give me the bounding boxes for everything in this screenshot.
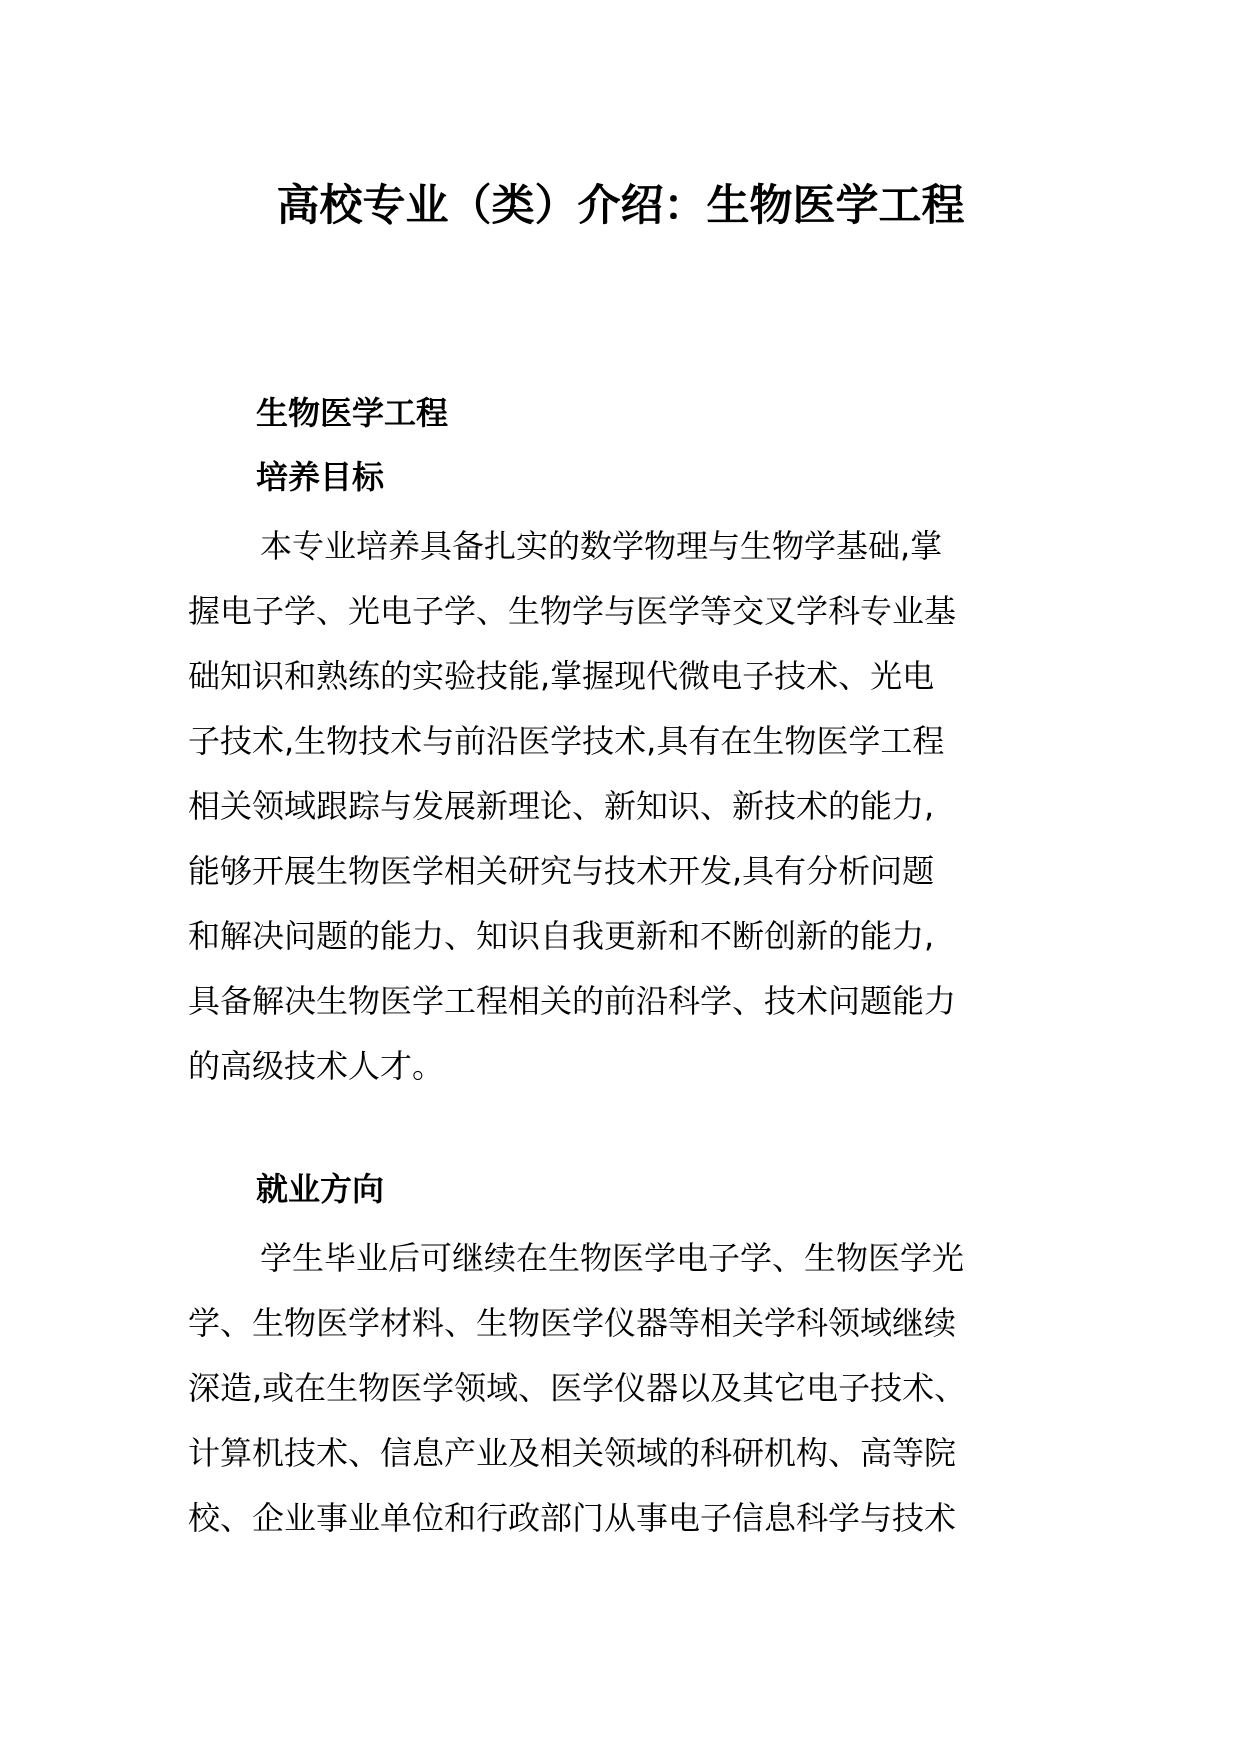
training-goals-paragraph [188,514,1088,1099]
major-name-heading: 生物医学工程 [256,394,449,432]
paragraph-line: 相关领域跟踪与发展新理论、新知识、新技术的能力, [188,787,935,825]
paragraph-line: 校、企业事业单位和行政部门从事电子信息科学与技术 [188,1499,957,1537]
paragraph-line: 和解决问题的能力、知识自我更新和不断创新的能力, [188,917,935,955]
paragraph-line: 的高级技术人才。 [188,1047,445,1085]
paragraph-line: 础知识和熟练的实验技能,掌握现代微电子技术、光电 [188,657,935,695]
paragraph-line: 具备解决生物医学工程相关的前沿科学、技术问题能力 [188,982,957,1020]
document-title: 高校专业（类）介绍：生物医学工程 [276,181,965,231]
paragraph-line: 学、生物医学材料、生物医学仪器等相关学科领域继续 [188,1304,957,1342]
section-heading-career-directions: 就业方向 [256,1170,385,1208]
paragraph-line: 握电子学、光电子学、生物学与医学等交叉学科专业基 [188,592,957,630]
paragraph-line: 本专业培养具备扎实的数学物理与生物学基础,掌 [260,527,943,565]
paragraph-line: 学生毕业后可继续在生物医学电子学、生物医学光 [260,1239,965,1277]
paragraph-line: 深造,或在生物医学领域、医学仪器以及其它电子技术、 [188,1369,967,1407]
paragraph-line: 能够开展生物医学相关研究与技术开发,具有分析问题 [188,852,935,890]
paragraph-line: 计算机技术、信息产业及相关领域的科研机构、高等院 [188,1434,957,1472]
career-directions-paragraph [188,1226,1088,1551]
paragraph-line: 子技术,生物技术与前沿医学技术,具有在生物医学工程 [188,722,945,760]
section-heading-training-goals: 培养目标 [256,458,385,496]
